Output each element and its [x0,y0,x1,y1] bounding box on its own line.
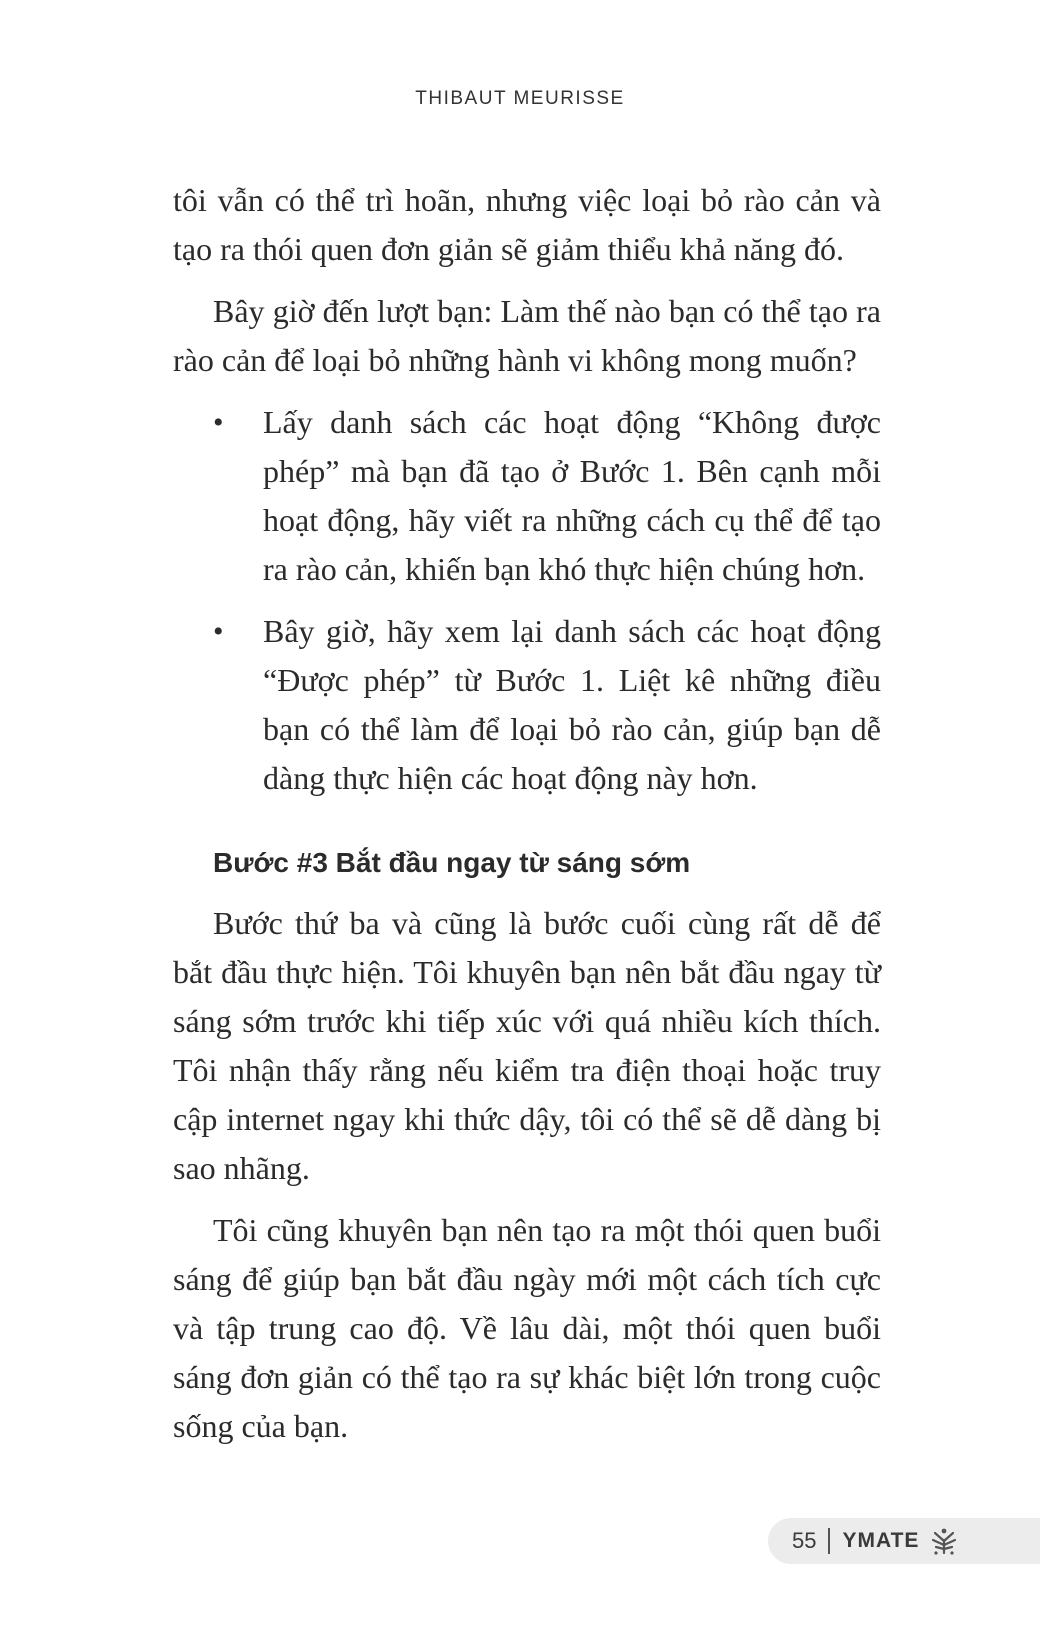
page-footer-tab [768,1518,1040,1564]
bullet-item [173,607,881,803]
ymate-logo-icon [929,1526,959,1556]
bullet-dot-icon: • [213,406,224,439]
paragraph-continuation: tôi vẫn có thể trì hoãn, nhưng việc loại bỏ rào cản và tạo ra thói quen đơn giản sẽ giảm thiểu khả năng đó. [173,182,881,267]
page-number: 55 [792,1528,817,1553]
page-body [173,176,881,1464]
running-header-author: THIBAUT MEURISSE [415,88,625,109]
bullet-item-text: Lấy danh sách các hoạt động “Không được phép” mà bạn đã tạo ở Bước 1. Bên cạnh mỗi hoạt động, hãy viết ra những cách cụ thể để tạo ra rào cản, khiến bạn khó thực hiện chúng hơn. [263,404,881,587]
paragraph-prompt: Bây giờ đến lượt bạn: Làm thế nào bạn có thể tạo ra rào cản để loại bỏ những hành vi không mong muốn? [173,293,881,378]
publisher-brand: YMATE [842,1529,920,1552]
bullet-list [173,398,881,803]
section-paragraph: Bước thứ ba và cũng là bước cuối cùng rất dễ để bắt đầu thực hiện. Tôi khuyên bạn nên bắt đầu ngay từ sáng sớm trước khi tiếp xúc với quá nhiều kích thích. Tôi nhận thấy rằng nếu kiểm tra điện thoại hoặc truy cập internet ngay khi thức dậy, tôi có thể sẽ dễ dàng bị sao nhãng. [173,905,881,1186]
bullet-dot-icon: • [213,615,224,648]
footer-divider [828,1528,830,1554]
section-paragraph: Tôi cũng khuyên bạn nên tạo ra một thói quen buổi sáng để giúp bạn bắt đầu ngày mới một cách tích cực và tập trung cao độ. Về lâu dài, một thói quen buổi sáng đơn giản có thể tạo ra sự khác biệt lớn trong cuộc sống của bạn. [173,1212,881,1444]
section-heading: Bước #3 Bắt đầu ngay từ sáng sớm [213,847,691,878]
bullet-item-text: Bây giờ, hãy xem lại danh sách các hoạt động “Được phép” từ Bước 1. Liệt kê những điều bạn có thể làm để loại bỏ rào cản, giúp bạn dễ dàng thực hiện các hoạt động này hơn. [263,613,881,796]
bullet-item [173,398,881,594]
